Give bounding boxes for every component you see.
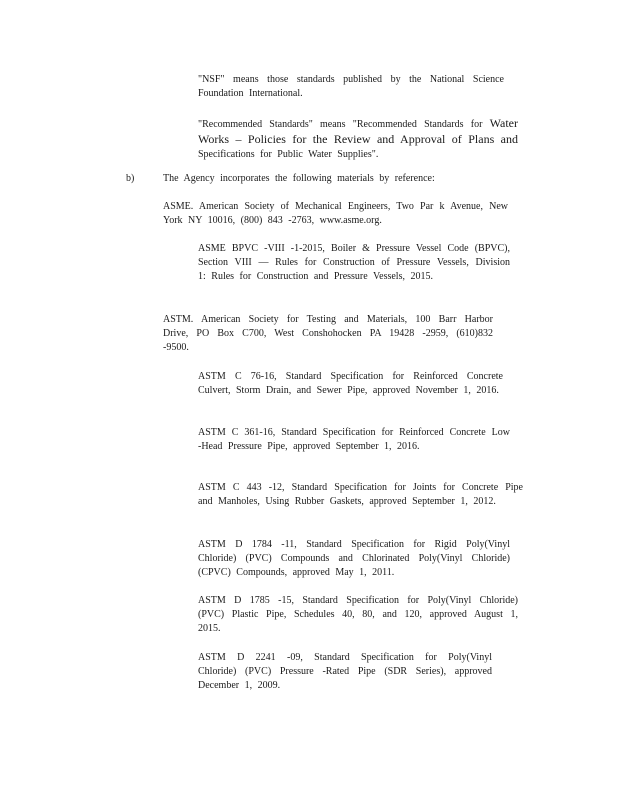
reference-astm-c361: ASTM C 361-16, Standard Specification for Reinforced Concrete Low -Head Pressure Pipe, approved September 1, 2016.: [198, 427, 510, 452]
reference-astm-d1785: ASTM D 1785 -15, Standard Specification for Poly(Vinyl Chloride) (PVC) Plastic Pipe, Schedules 40, 80, and 120, approved August 1, 2015.: [198, 595, 518, 634]
organization-astm: ASTM. American Society for Testing and Materials, 100 Barr Harbor Drive, PO Box C700, West Conshohocken PA 19428 -2959, (610)832 -9500.: [163, 314, 493, 353]
recommended-standards-title: Water Works – Policies for the Review and Approval of Plans and: [198, 116, 519, 146]
reference-astm-c443: ASTM C 443 -12, Standard Specification for Joints for Concrete Pipe and Manholes, Using Rubber Gaskets, approved September 1, 2012.: [198, 482, 523, 507]
reference-astm-c76: ASTM C 76-16, Standard Specification for Reinforced Concrete Culvert, Storm Drain, and Sewer Pipe, approved November 1, 2016.: [198, 371, 503, 396]
subsection-label: b): [126, 173, 135, 184]
reference-astm-d1784: ASTM D 1784 -11, Standard Specification for Rigid Poly(Vinyl Chloride) (PVC) Compounds and Chlorinated Poly(Vinyl Chloride) (CPVC) Compounds, approved May 1, 2011.: [198, 539, 510, 578]
subsection-intro: The Agency incorporates the following materials by reference:: [163, 173, 435, 184]
definition-nsf: "NSF" means those standards published by the National Science Foundation International.: [198, 74, 504, 99]
reference-asme-bpvc: ASME BPVC -VIII -1-2015, Boiler & Pressure Vessel Code (BPVC), Section VIII — Rules for Construction of Pressure Vessels, Division 1: Rules for Construction and Pressure Vessels, 2015.: [198, 243, 510, 282]
definition-recommended-standards: [198, 116, 518, 162]
organization-asme: ASME. American Society of Mechanical Engineers, Two Par k Avenue, New York NY 10016, (800) 843 -2763, www.asme.org.: [163, 201, 508, 226]
definition-recommended-suffix: Specifications for Public Water Supplies".: [198, 149, 379, 160]
definition-recommended-prefix: "Recommended Standards" means "Recommended Standards for: [198, 119, 483, 130]
reference-astm-d2241: ASTM D 2241 -09, Standard Specification for Poly(Vinyl Chloride) (PVC) Pressure -Rated Pipe (SDR Series), approved December 1, 2009.: [198, 652, 492, 691]
